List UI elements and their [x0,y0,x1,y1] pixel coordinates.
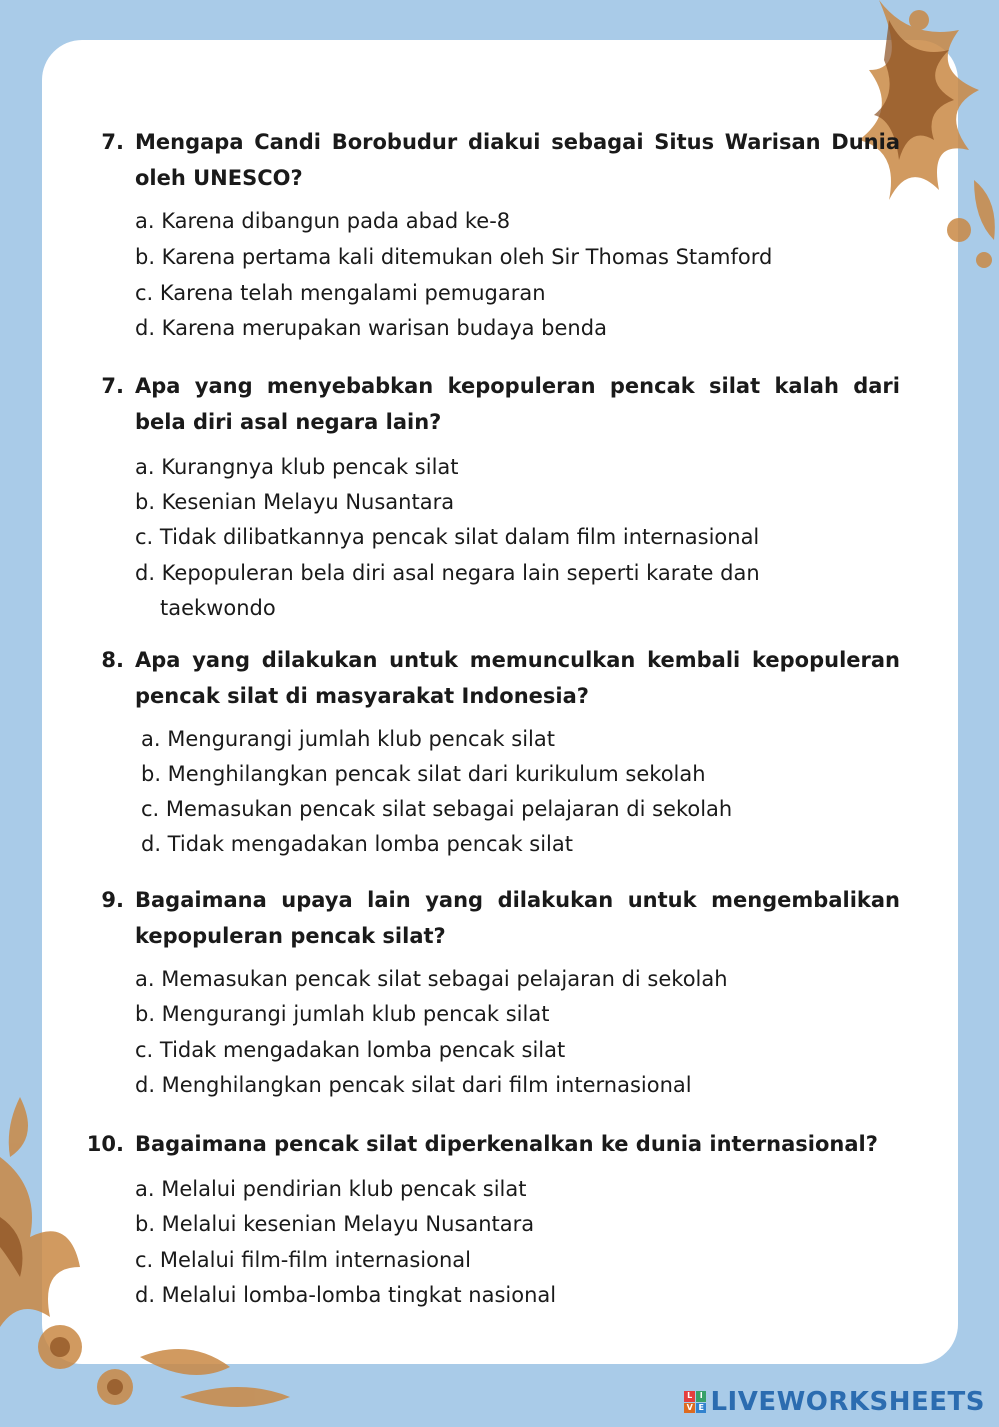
question-number: 9. [101,888,124,912]
option-c[interactable]: c. Tidak dilibatkannya pencak silat dalam film internasional [135,525,760,549]
option-d[interactable]: d. Melalui lomba-lomba tingkat nasional [135,1283,557,1307]
question-number: 8. [101,648,124,672]
option-a[interactable]: a. Mengurangi jumlah klub pencak silat [141,727,555,751]
option-d[interactable]: d. Tidak mengadakan lomba pencak silat [141,832,573,856]
question-text: Apa yang dilakukan untuk memunculkan kembali kepopuleran pencak silat di masyarakat Indonesia? [135,648,900,708]
option-b[interactable]: b. Kesenian Melayu Nusantara [135,490,455,514]
option-b[interactable]: b. Menghilangkan pencak silat dari kurikulum sekolah [141,762,706,786]
option-b[interactable]: b. Karena pertama kali ditemukan oleh Sir Thomas Stamford [135,245,773,269]
option-d-continuation: taekwondo [160,596,276,620]
question-text: Bagaimana upaya lain yang dilakukan untuk mengembalikan kepopuleran pencak silat? [135,888,900,948]
question-number: 7. [101,130,124,154]
option-b[interactable]: b. Mengurangi jumlah klub pencak silat [135,1002,550,1026]
option-c[interactable]: c. Memasukan pencak silat sebagai pelajaran di sekolah [141,797,733,821]
option-d[interactable]: d. Menghilangkan pencak silat dari film internasional [135,1073,692,1097]
option-c[interactable]: c. Tidak mengadakan lomba pencak silat [135,1038,566,1062]
question-number: 7. [101,374,124,398]
option-a[interactable]: a. Melalui pendirian klub pencak silat [135,1177,527,1201]
option-a[interactable]: a. Kurangnya klub pencak silat [135,455,459,479]
option-b[interactable]: b. Melalui kesenian Melayu Nusantara [135,1212,535,1236]
option-d[interactable]: d. Karena merupakan warisan budaya benda [135,316,607,340]
option-d[interactable]: d. Kepopuleran bela diri asal negara lain seperti karate dan [135,561,760,585]
liveworksheets-logo-icon: L I V E [684,1391,706,1413]
option-c[interactable]: c. Melalui film-film internasional [135,1248,471,1272]
option-a[interactable]: a. Memasukan pencak silat sebagai pelajaran di sekolah [135,967,728,991]
option-c[interactable]: c. Karena telah mengalami pemugaran [135,281,546,305]
question-text: Mengapa Candi Borobudur diakui sebagai Situs Warisan Dunia oleh UNESCO? [135,130,900,190]
liveworksheets-watermark[interactable] [684,1385,985,1419]
question-number: 10. [86,1132,124,1156]
liveworksheets-text: LIVEWORKSHEETS [710,1387,985,1417]
option-a[interactable]: a. Karena dibangun pada abad ke-8 [135,209,511,233]
question-text: Bagaimana pencak silat diperkenalkan ke dunia internasional? [135,1132,878,1156]
question-text: Apa yang menyebabkan kepopuleran pencak silat kalah dari bela diri asal negara lain? [135,374,900,434]
